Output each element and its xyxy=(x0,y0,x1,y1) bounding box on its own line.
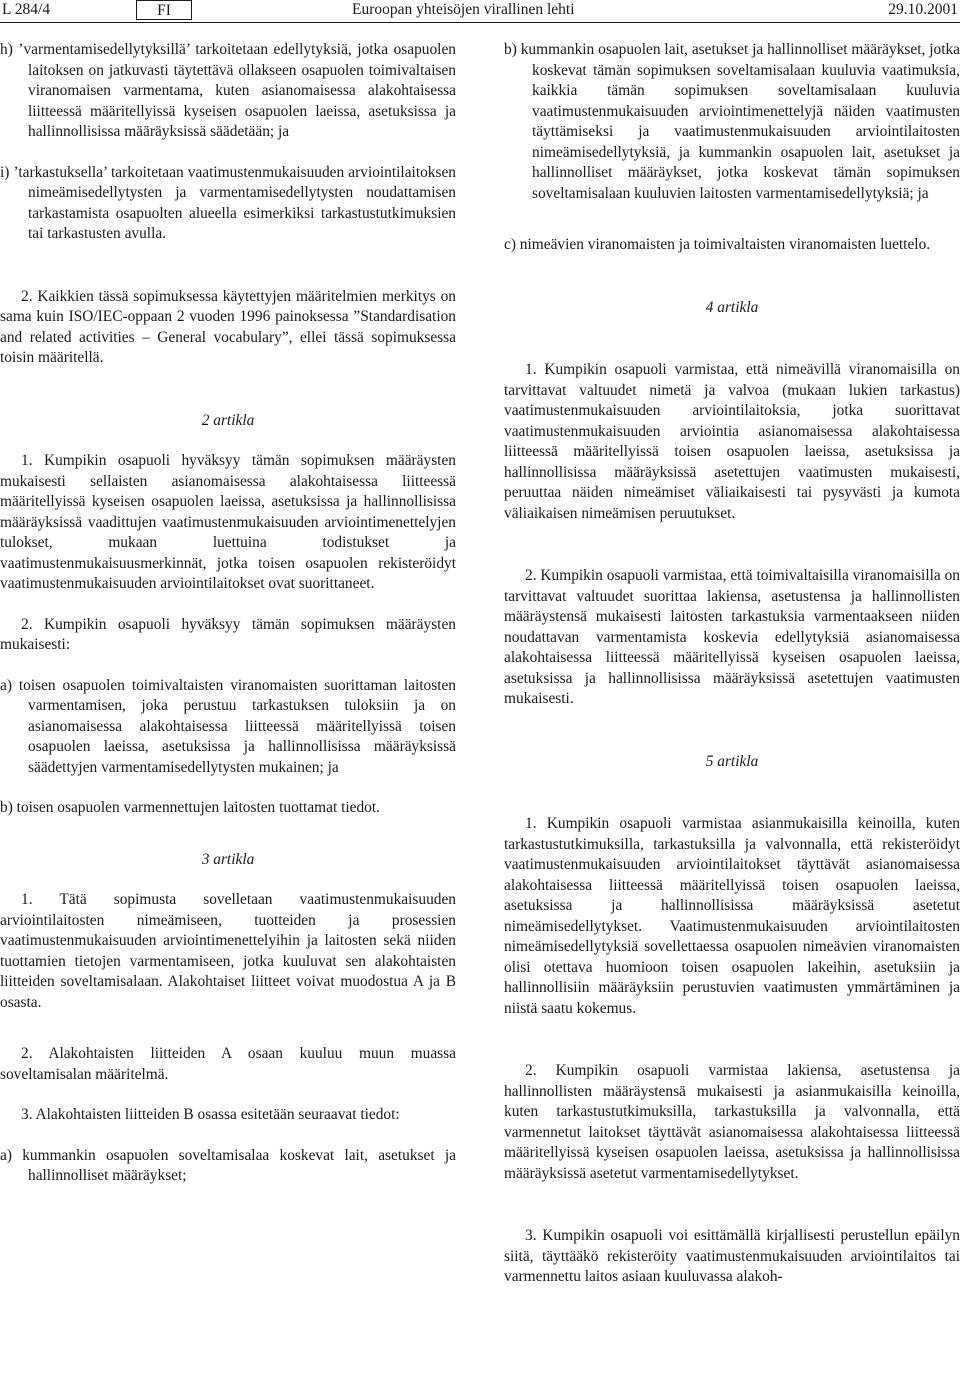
article2-item-b: b) toisen osapuolen varmennettujen laitosten tuottamat tiedot. xyxy=(0,799,380,816)
journal-title: Euroopan yhteisöjen virallinen lehti xyxy=(352,1,575,18)
article2-paragraph2: 2. Kumpikin osapuoli hyväksyy tämän sopimuksen määräysten mukaisesti: xyxy=(0,615,456,653)
article5-heading: 5 artikla xyxy=(705,752,759,770)
article2-paragraph1: 1. Kumpikin osapuoli hyväksyy tämän sopimuksen määräysten mukaisesti sellaisten asianomaisessa alakohtaisessa liitteessä määritellyissä kyseisen osapuolen laeissa, asetuksissa ja hallinnollisissa määräyksissä vaadittujen vaatimustenmukaisuuden arviointimenettelyjen tulokset, mukaan luettuina todistukset ja vaatimustenmukaisuusmerkinnät, jotka toisen osapuolen rekisteröidyt vaatimustenmukaisuuden arviointilaitokset ovat suorittaneet. xyxy=(0,452,456,592)
page-header xyxy=(0,0,960,24)
article3-heading: 3 artikla xyxy=(201,850,255,868)
language-box: FI xyxy=(136,0,192,20)
article4-heading: 4 artikla xyxy=(705,298,759,316)
article2-item-a: a) toisen osapuolen toimivaltaisten viranomaisten suorittaman laitosten varmentamisen, joka perustuu tarkastuksen tuloksiin ja on asianomaisessa alakohtaisessa liitteessä määritellyissä toisen osapuolen laeissa, asetuksissa ja hallinnollisissa määräyksissä säädettyjen varmentamisedellytysten mukainen; ja xyxy=(0,676,456,776)
article3-paragraph3: 3. Alakohtaisten liitteiden B osassa esitetään seuraavat tiedot: xyxy=(21,1106,400,1123)
right-column xyxy=(504,40,960,1288)
article3-paragraph2: 2. Alakohtaisten liitteiden A osaan kuuluu muun muassa soveltamisalan määritelmä. xyxy=(0,1045,456,1083)
definition-h: h) ’varmentamisedellytyksillä’ tarkoitetaan edellytyksiä, jotka osapuolen laitoksen on jatkuvasti täytettävä ollakseen osapuolen toimivaltaisen viranomaisen varmentama, kuten asianomaisessa alakohtaisessa liitteessä määritellyissä kyseisen osapuolen laeissa, asetuksissa ja hallinnollisissa määräyksissä säädetään; ja xyxy=(0,41,456,140)
article4-paragraph1: 1. Kumpikin osapuoli varmistaa, että nimeävillä viranomaisilla on tarvittavat valtuudet nimetä ja valvoa (mukaan lukien tarkastus) vaatimustenmukaisuuden arviointilaitoksia, jotka suorittavat vaatimustenmukaisuuden arviointia asianomaisessa alakohtaisessa liitteessä määritellyissä toisen osapuolen laeissa, asetuksissa ja hallinnollisissa määräyksissä asetettujen vaatimusten mukaisesti, peruuttaa näiden nimeämiset väliaikaisesti tai pysyvästi ja kumota väliaikaisen nimeämisen peruutukset. xyxy=(504,361,960,522)
article5-paragraph1: 1. Kumpikin osapuoli varmistaa asianmukaisilla keinoilla, kuten tarkastustutkimuksilla, tarkastuksilla ja valvonnalla, että rekisteröidyt vaatimustenmukaisuuden arviointilaitokset täyttävät asianomaisessa alakohtaisessa liitteessä määritellyissä toisen osapuolen laeissa, asetuksissa ja hallinnollisissa määräyksissä asetetut nimeämisedellytykset. Vaatimustenmukaisuuden arviointilaitosten nimeämisedellytyksiä sovellettaessa osapuolen nimeävien viranomaisten olisi otettava huomioon toisen osapuolen lakeihin, asetuksiin ja hallinnollisiin määräyksiin perustuvien vaatimusten ymmärtäminen ja niistä saatu kokemus. xyxy=(504,815,960,1017)
header-rule xyxy=(0,22,960,23)
article5-paragraph2: 2. Kumpikin osapuoli varmistaa lakiensa, asetustensa ja hallinnollisten määräystensä mukaisesti ja asianmukaisilla keinoilla, kuten tarkastustutkimuksilla, tarkastuksilla ja valvonnalla, että varmennetut laitokset täyttävät asianomaisessa alakohtaisessa liitteessä määritellyissä kyseisen osapuolen laeissa, asetuksissa ja hallinnollisissa määräyksissä asetetut varmentamisedellytykset. xyxy=(504,1062,960,1182)
definition-i: i) ’tarkastuksella’ tarkoitetaan vaatimustenmukaisuuden arviointilaitoksen nimeämisedellytysten ja varmentamisedellytysten noudattamisen tarkastamista osapuolten alueella esimerkiksi tarkastustutkimuksien tai tarkastusten avulla. xyxy=(0,163,456,242)
article3-item-c: c) nimeävien viranomaisten ja toimivaltaisten viranomaisten luettelo. xyxy=(504,236,931,253)
left-column xyxy=(0,40,456,1187)
article4-paragraph2: 2. Kumpikin osapuoli varmistaa, että toimivaltaisilla viranomaisilla on tarvittavat valtuudet suorittaa lakiensa, asetustensa ja hallinnollisten määräystensä mukaisesti laitosten tarkastuksia varmentaakseen niiden noudattavan varmentamista koskevia edellytyksiä asianomaisessa alakohtaisessa liitteessä määritellyissä kyseisen osapuolen laeissa, asetuksissa ja hallinnollisissa määräyksissä asetettujen vaatimusten mukaisesti. xyxy=(504,567,960,707)
article3-item-b: b) kummankin osapuolen lait, asetukset ja hallinnolliset määräykset, jotka koskevat tämän sopimuksen soveltamisalaan kuuluvia vaatimuksia, kaikkia tämän sopimuksen soveltamisalaan kuuluvia vaatimustenmukaisuuden arviointimenettelyjä näiden vaatimusten täyttämiseksi ja vaatimustenmukaisuuden arviointilaitosten nimeämisedellytyksiä, ja kummankin osapuolen lait, asetukset ja hallinnolliset määräykset, jotka koskevat tämän sopimuksen soveltamisalaan kuuluvien laitosten varmentamisedellytyksiä; ja xyxy=(504,41,960,202)
publication-date: 29.10.2001 xyxy=(888,1,958,18)
article3-item-a: a) kummankin osapuolen soveltamisalaa koskevat lait, asetukset ja hallinnolliset määräykset; xyxy=(0,1146,456,1184)
page-reference: L 284/4 xyxy=(2,1,51,18)
article3-paragraph1: 1. Tätä sopimusta sovelletaan vaatimustenmukaisuuden arviointilaitosten nimeämiseen, tuotteiden ja prosessien vaatimustenmukaisuuden arviointimenettelyihin ja laitosten sekä niiden tuottamien tietojen varmentamiseen, jotka kuuluvat sen alakohtaisten liitteiden soveltamisalaan. Alakohtaiset liitteet voivat muodostua A ja B osasta. xyxy=(0,891,456,1011)
article5-paragraph3: 3. Kumpikin osapuoli voi esittämällä kirjallisesti perustellun epäilyn siitä, täyttääkö rekisteröity vaatimustenmukaisuuden arviointilaitos tai varmennettu laitos asiaan kuuluvassa alakoh- xyxy=(504,1227,960,1285)
article2-heading: 2 artikla xyxy=(201,411,255,429)
article1-paragraph2: 2. Kaikkien tässä sopimuksessa käytettyjen määritelmien merkitys on sama kuin ISO/IEC-oppaan 2 vuoden 1996 painoksessa ”Standardisation and related activities – General vocabulary”, ellei tässä sopimuksessa toisin määritellä. xyxy=(0,287,456,366)
